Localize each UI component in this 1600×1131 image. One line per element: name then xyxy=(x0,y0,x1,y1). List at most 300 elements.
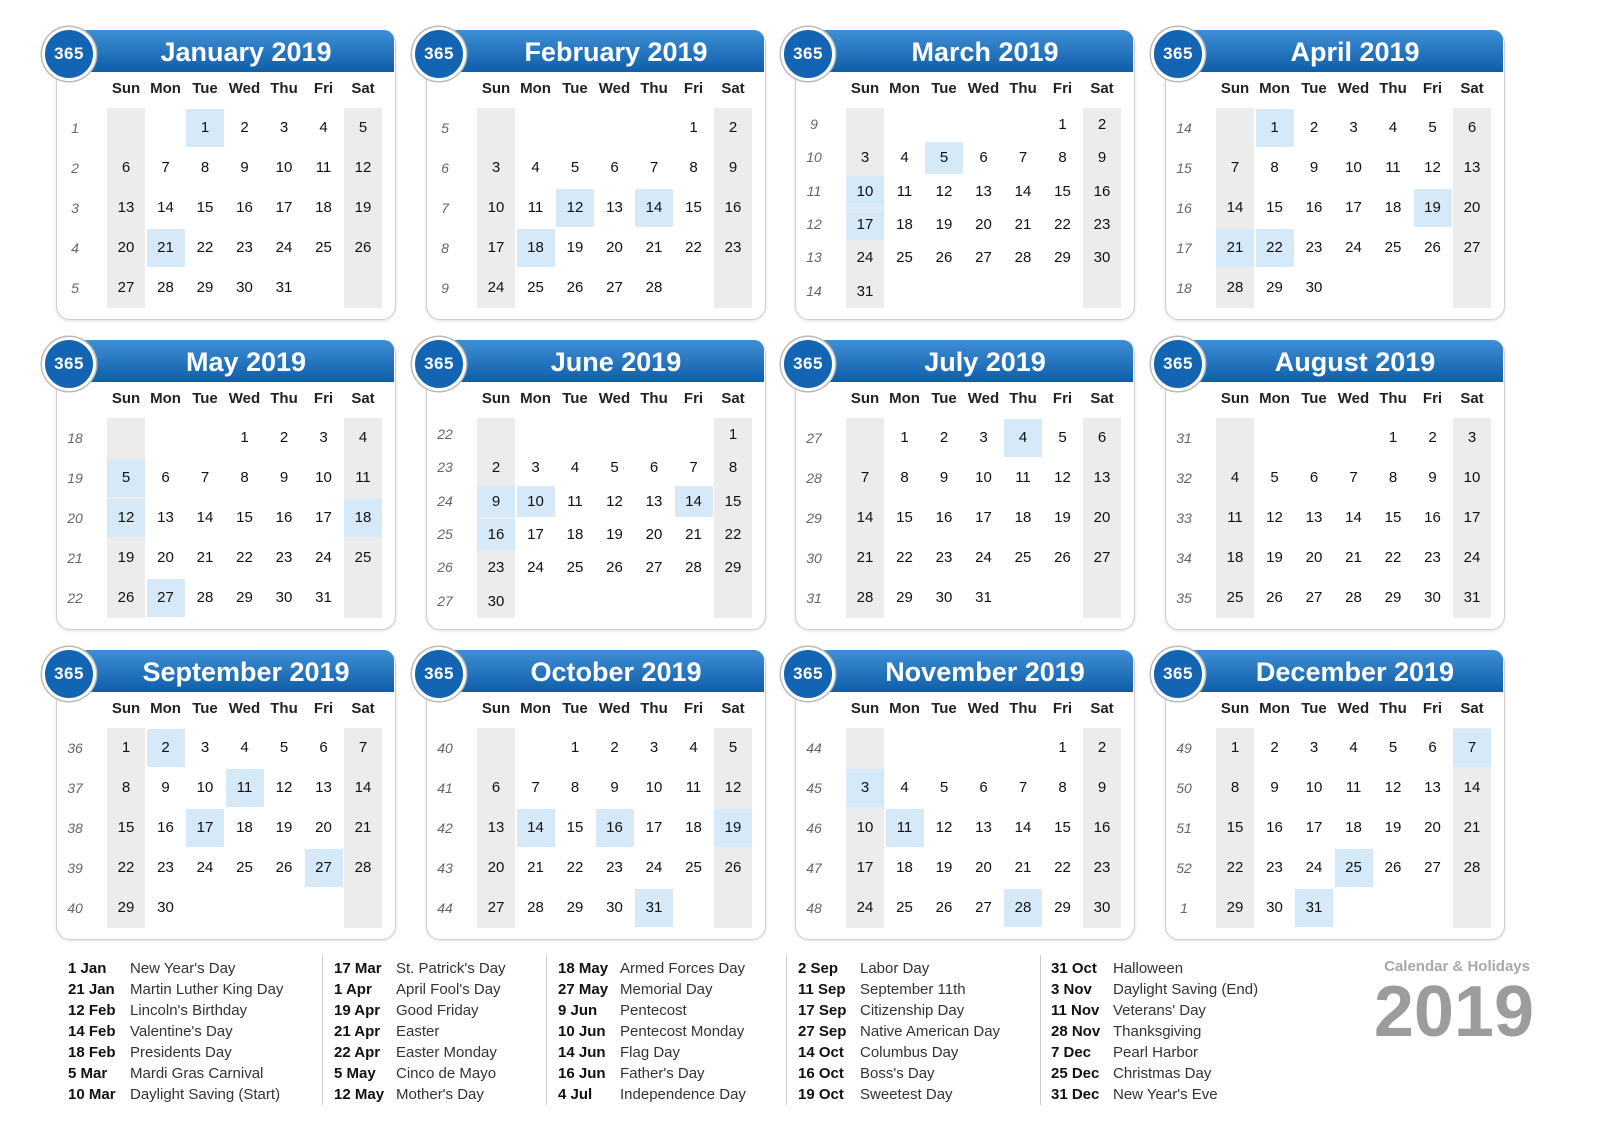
calendar-365-badge: 365 xyxy=(42,27,96,81)
day-cell: 31 xyxy=(975,589,992,606)
day-cell: 25 xyxy=(315,239,332,256)
day-cell: 14 xyxy=(1014,182,1032,200)
day-cell: 5 xyxy=(1058,429,1067,446)
day-cell: 5 xyxy=(279,739,289,756)
day-cell: 23 xyxy=(1093,859,1111,876)
day-cell: 4 xyxy=(240,739,249,756)
calendar-365-badge: 365 xyxy=(781,337,835,391)
day-cell: 4 xyxy=(900,149,909,167)
week-number: 27 xyxy=(806,430,822,446)
weekday-label: Sun xyxy=(850,390,880,407)
holiday-date: 17 Sep xyxy=(798,1002,847,1019)
day-cell: 6 xyxy=(1467,119,1477,136)
week-number: 24 xyxy=(437,492,453,509)
day-cell: 19 xyxy=(606,526,623,543)
day-cell: 4 xyxy=(1388,119,1398,136)
day-cell: 21 xyxy=(196,549,214,566)
month-header xyxy=(48,650,394,692)
day-cell: 20 xyxy=(975,216,992,233)
day-cell: 11 xyxy=(1227,509,1243,526)
week-number: 52 xyxy=(1176,860,1192,876)
weekday-label: Fri xyxy=(1052,700,1073,717)
weekday-label: Sun xyxy=(111,80,141,97)
day-cell: 1 xyxy=(570,739,580,756)
day-cell: 27 xyxy=(1463,239,1481,256)
day-cell: 11 xyxy=(1015,469,1031,486)
day-cell: 29 xyxy=(566,899,584,916)
holiday-name: Halloween xyxy=(1113,960,1184,977)
day-cell: 14 xyxy=(1463,779,1481,796)
day-cell: 26 xyxy=(1424,239,1441,256)
week-number: 26 xyxy=(437,559,453,576)
day-cell: 22 xyxy=(685,239,702,256)
holiday-date: 19 Apr xyxy=(334,1002,381,1019)
day-cell: 20 xyxy=(1463,199,1481,216)
day-cell: 7 xyxy=(1018,149,1028,167)
holiday-name: Father's Day xyxy=(620,1065,705,1082)
day-cell: 6 xyxy=(649,459,659,477)
day-cell: 1 xyxy=(240,429,249,446)
holiday-name: Citizenship Day xyxy=(860,1002,965,1019)
day-cell: 14 xyxy=(196,509,214,526)
day-cell: 24 xyxy=(856,249,874,267)
month-calendar xyxy=(418,340,766,630)
day-cell: 21 xyxy=(1216,229,1254,267)
day-cell: 7 xyxy=(1018,779,1028,796)
day-cell: 8 xyxy=(689,159,698,176)
day-cell: 1 xyxy=(1256,109,1294,147)
weekday-label: Thu xyxy=(1009,390,1037,407)
weekday-label: Thu xyxy=(1379,700,1407,717)
day-cell: 28 xyxy=(685,559,702,577)
day-cell: 9 xyxy=(1428,469,1437,486)
weekday-label: Sat xyxy=(721,80,745,97)
holiday-name: Memorial Day xyxy=(620,981,713,998)
day-cell: 1 xyxy=(900,429,909,446)
day-cell: 15 xyxy=(566,819,584,836)
weekday-label: Mon xyxy=(520,700,551,717)
day-cell: 13 xyxy=(606,199,623,216)
month-header xyxy=(418,30,764,72)
week-number: 40 xyxy=(67,900,83,916)
week-number: 22 xyxy=(67,590,83,606)
day-cell: 14 xyxy=(675,486,713,517)
week-number: 41 xyxy=(437,780,453,796)
day-cell: 9 xyxy=(279,469,289,486)
day-cell: 25 xyxy=(566,559,584,577)
weekday-label: Wed xyxy=(228,390,261,407)
day-cell: 5 xyxy=(610,459,619,477)
day-cell: 2 xyxy=(240,119,249,136)
day-cell: 12 xyxy=(724,779,742,796)
weekday-label: Wed xyxy=(598,700,631,717)
day-cell: 28 xyxy=(196,589,214,606)
weekday-label: Sat xyxy=(1090,80,1114,97)
month-calendar xyxy=(787,340,1135,630)
brand-year: 2019 xyxy=(1373,972,1534,1052)
week-number: 28 xyxy=(806,470,822,486)
day-cell: 13 xyxy=(1305,509,1323,526)
weekday-label: Tue xyxy=(562,700,588,717)
holiday-date: 2 Sep xyxy=(798,960,839,977)
week-number: 50 xyxy=(1176,780,1192,796)
day-cell: 30 xyxy=(275,589,293,606)
day-cell: 1 xyxy=(728,426,738,443)
day-cell: 5 xyxy=(1388,739,1398,756)
week-number: 27 xyxy=(437,592,453,609)
week-number: 42 xyxy=(437,820,453,836)
holiday-name: Christmas Day xyxy=(1113,1065,1212,1082)
day-cell: 7 xyxy=(200,469,210,486)
week-number: 10 xyxy=(806,149,822,166)
holiday-date: 14 Feb xyxy=(68,1023,116,1040)
day-cell: 18 xyxy=(685,819,702,836)
day-cell: 22 xyxy=(1054,216,1071,233)
weekday-label: Tue xyxy=(1301,80,1327,97)
day-cell: 19 xyxy=(1384,819,1402,836)
day-cell: 7 xyxy=(1349,469,1358,486)
day-cell: 24 xyxy=(1305,859,1323,876)
day-cell: 29 xyxy=(1054,899,1071,916)
holiday-name: Presidents Day xyxy=(130,1044,232,1061)
day-cell: 10 xyxy=(275,159,293,176)
weekday-label: Fri xyxy=(1052,390,1073,407)
day-cell: 30 xyxy=(1093,249,1111,267)
day-cell: 15 xyxy=(1054,819,1071,836)
day-cell: 14 xyxy=(517,809,555,847)
day-cell: 29 xyxy=(196,279,214,296)
day-cell: 26 xyxy=(1384,859,1402,876)
week-number: 5 xyxy=(71,280,79,296)
weekday-label: Tue xyxy=(931,390,957,407)
day-cell: 21 xyxy=(856,549,874,566)
day-cell: 10 xyxy=(645,779,663,796)
day-cell: 5 xyxy=(1428,119,1437,136)
month-calendar xyxy=(48,650,396,940)
holiday-name: Mother's Day xyxy=(396,1086,484,1103)
weekday-label: Wed xyxy=(228,700,261,717)
month-calendar xyxy=(418,30,766,320)
weekday-label: Thu xyxy=(1009,700,1037,717)
holiday-date: 31 Oct xyxy=(1051,960,1097,977)
day-cell: 27 xyxy=(305,849,343,887)
day-cell: 26 xyxy=(935,249,953,267)
week-number: 22 xyxy=(437,426,453,442)
weekday-label: Sun xyxy=(481,80,511,97)
holiday-name: Pearl Harbor xyxy=(1113,1044,1199,1061)
month-header xyxy=(1157,340,1503,382)
holiday-name: April Fool's Day xyxy=(396,981,501,998)
day-cell: 11 xyxy=(567,492,583,510)
day-cell: 15 xyxy=(896,509,913,526)
day-cell: 28 xyxy=(645,279,663,296)
day-cell: 7 xyxy=(358,739,368,756)
day-cell: 6 xyxy=(610,159,619,176)
day-cell: 9 xyxy=(939,469,949,486)
day-cell: 18 xyxy=(896,859,913,876)
month-title: January 2019 xyxy=(160,37,332,67)
day-cell: 8 xyxy=(900,469,909,486)
day-cell: 6 xyxy=(979,779,988,796)
day-cell: 27 xyxy=(1424,859,1441,876)
calendar-365-badge: 365 xyxy=(42,337,96,391)
holiday-name: Lincoln's Birthday xyxy=(130,1002,248,1019)
day-cell: 13 xyxy=(645,492,663,510)
week-number: 36 xyxy=(67,740,83,756)
holiday-name: Armed Forces Day xyxy=(620,960,746,977)
week-number: 2 xyxy=(71,160,79,176)
holiday-name: New Year's Eve xyxy=(1113,1086,1218,1103)
day-cell: 1 xyxy=(1230,739,1240,756)
week-number: 5 xyxy=(441,120,449,136)
month-title: December 2019 xyxy=(1255,657,1455,687)
day-cell: 16 xyxy=(1424,509,1441,526)
weekday-label: Thu xyxy=(1379,390,1407,407)
day-cell: 3 xyxy=(491,159,501,176)
holiday-date: 27 May xyxy=(558,981,609,998)
day-cell: 20 xyxy=(315,819,332,836)
week-number: 31 xyxy=(806,590,822,606)
day-cell: 19 xyxy=(714,809,752,847)
week-number: 15 xyxy=(1176,160,1192,176)
day-cell: 16 xyxy=(935,509,953,526)
day-cell: 4 xyxy=(689,739,698,756)
weekday-label: Mon xyxy=(889,390,920,407)
day-cell: 15 xyxy=(724,492,742,510)
month-calendar xyxy=(1157,650,1505,940)
holiday-date: 10 Jun xyxy=(558,1023,606,1040)
day-cell: 25 xyxy=(236,859,253,876)
month-title: February 2019 xyxy=(524,37,708,67)
day-cell: 12 xyxy=(556,189,594,227)
weekday-label: Tue xyxy=(192,700,218,717)
holiday-date: 3 Nov xyxy=(1051,981,1092,998)
day-cell: 3 xyxy=(319,429,328,446)
holiday-date: 4 Jul xyxy=(558,1086,593,1103)
weekday-label: Wed xyxy=(967,80,1000,97)
week-number: 23 xyxy=(437,459,453,476)
month-header xyxy=(787,30,1133,72)
weekday-label: Thu xyxy=(640,80,668,97)
day-cell: 6 xyxy=(1428,739,1437,756)
day-cell: 29 xyxy=(1054,249,1071,267)
week-number: 37 xyxy=(67,780,83,796)
day-cell: 5 xyxy=(570,159,580,176)
day-cell: 30 xyxy=(606,899,623,916)
day-cell: 9 xyxy=(610,779,619,796)
day-cell: 24 xyxy=(856,899,874,916)
day-cell: 6 xyxy=(1309,469,1319,486)
day-cell: 22 xyxy=(117,859,135,876)
week-number: 40 xyxy=(437,740,453,756)
day-cell: 9 xyxy=(1097,779,1107,796)
holiday-name: Valentine's Day xyxy=(130,1023,233,1040)
day-cell: 2 xyxy=(1097,739,1107,756)
day-cell: 12 xyxy=(1384,779,1402,796)
month-title: June 2019 xyxy=(550,347,682,377)
calendar-365-badge: 365 xyxy=(412,27,466,81)
day-cell: 3 xyxy=(846,769,884,807)
month-title: July 2019 xyxy=(924,347,1046,377)
day-cell: 23 xyxy=(606,859,623,876)
day-cell: 22 xyxy=(1384,549,1402,566)
weekday-label: Fri xyxy=(1422,700,1443,717)
weekday-label: Wed xyxy=(967,700,1000,717)
day-cell: 24 xyxy=(487,279,505,296)
day-cell: 25 xyxy=(1335,849,1373,887)
day-cell: 12 xyxy=(1054,469,1071,486)
day-cell: 3 xyxy=(1349,119,1358,136)
day-cell: 12 xyxy=(1424,159,1441,176)
day-cell: 31 xyxy=(1295,889,1333,927)
weekday-label: Sun xyxy=(481,390,511,407)
day-cell: 30 xyxy=(487,592,505,610)
holiday-date: 31 Dec xyxy=(1051,1086,1100,1103)
day-cell: 5 xyxy=(107,459,145,497)
week-number: 38 xyxy=(67,820,83,836)
week-number: 9 xyxy=(441,280,449,296)
holiday-date: 5 Mar xyxy=(68,1065,108,1082)
day-cell: 26 xyxy=(724,859,742,876)
day-cell: 16 xyxy=(1093,819,1111,836)
day-cell: 26 xyxy=(1266,589,1283,606)
day-cell: 28 xyxy=(527,899,544,916)
day-cell: 16 xyxy=(596,809,634,847)
week-number: 44 xyxy=(806,740,822,756)
day-cell: 27 xyxy=(975,249,992,267)
holiday-date: 14 Jun xyxy=(558,1044,606,1061)
holiday-name: Sweetest Day xyxy=(860,1086,953,1103)
day-cell: 14 xyxy=(856,509,874,526)
week-number: 14 xyxy=(806,282,822,299)
weekday-label: Sat xyxy=(1090,700,1114,717)
day-cell: 19 xyxy=(354,199,372,216)
weekday-label: Fri xyxy=(1422,390,1443,407)
day-cell: 21 xyxy=(685,526,702,543)
weekday-label: Mon xyxy=(1259,390,1290,407)
weekday-label: Fri xyxy=(683,700,704,717)
day-cell: 23 xyxy=(1266,859,1283,876)
day-cell: 26 xyxy=(606,559,623,577)
week-number: 6 xyxy=(441,160,449,176)
day-cell: 5 xyxy=(939,779,949,796)
month-header xyxy=(1157,30,1503,72)
day-cell: 17 xyxy=(186,809,224,847)
day-cell: 31 xyxy=(315,589,332,606)
day-cell: 15 xyxy=(685,199,702,216)
day-cell: 15 xyxy=(1054,182,1071,200)
weekday-label: Wed xyxy=(598,80,631,97)
day-cell: 12 xyxy=(275,779,293,796)
weekday-label: Sat xyxy=(1460,80,1484,97)
day-cell: 20 xyxy=(645,526,663,543)
weekday-label: Sun xyxy=(1220,390,1250,407)
day-cell: 13 xyxy=(157,509,174,526)
day-cell: 17 xyxy=(1305,819,1323,836)
day-cell: 14 xyxy=(1014,819,1032,836)
month-title: May 2019 xyxy=(185,347,307,377)
day-cell: 12 xyxy=(1266,509,1283,526)
week-number: 31 xyxy=(1176,430,1192,446)
day-cell: 7 xyxy=(689,459,698,477)
day-cell: 6 xyxy=(1097,429,1107,446)
day-cell: 15 xyxy=(117,819,135,836)
day-cell: 27 xyxy=(606,279,623,296)
day-cell: 8 xyxy=(570,779,580,796)
day-cell: 16 xyxy=(1266,819,1283,836)
day-cell: 23 xyxy=(236,239,253,256)
day-cell: 24 xyxy=(315,549,332,566)
day-cell: 6 xyxy=(491,779,501,796)
day-cell: 18 xyxy=(566,526,584,543)
holiday-name: September 11th xyxy=(860,981,966,998)
day-cell: 9 xyxy=(1309,159,1319,176)
day-cell: 24 xyxy=(196,859,214,876)
day-cell: 30 xyxy=(1305,279,1323,296)
day-cell: 28 xyxy=(1004,889,1042,927)
holiday-date: 18 May xyxy=(558,960,609,977)
holiday-name: Pentecost xyxy=(620,1002,687,1019)
day-cell: 2 xyxy=(1309,119,1319,136)
day-cell: 3 xyxy=(200,739,210,756)
day-cell: 13 xyxy=(315,779,332,796)
holiday-date: 9 Jun xyxy=(558,1002,598,1019)
day-cell: 20 xyxy=(606,239,623,256)
day-cell: 16 xyxy=(477,519,515,550)
day-cell: 14 xyxy=(1226,199,1244,216)
day-cell: 13 xyxy=(1463,159,1481,176)
day-cell: 27 xyxy=(645,559,663,577)
day-cell: 2 xyxy=(939,429,949,446)
week-number: 47 xyxy=(806,860,822,876)
weekday-label: Thu xyxy=(270,700,298,717)
day-cell: 1 xyxy=(1388,429,1398,446)
month-header xyxy=(1157,650,1503,692)
day-cell: 3 xyxy=(279,119,289,136)
day-cell: 13 xyxy=(975,819,992,836)
day-cell: 2 xyxy=(1097,116,1107,133)
holiday-date: 19 Oct xyxy=(798,1086,844,1103)
day-cell: 25 xyxy=(685,859,702,876)
month-header xyxy=(418,650,764,692)
day-cell: 27 xyxy=(1093,549,1111,566)
day-cell: 23 xyxy=(275,549,293,566)
month-calendar xyxy=(1157,30,1505,320)
day-cell: 4 xyxy=(570,459,580,477)
day-cell: 20 xyxy=(1424,819,1441,836)
week-number: 51 xyxy=(1176,820,1192,836)
month-calendar xyxy=(418,650,766,940)
holiday-date: 16 Oct xyxy=(798,1065,844,1082)
holiday-date: 11 Sep xyxy=(798,981,846,998)
day-cell: 10 xyxy=(487,199,505,216)
weekday-label: Tue xyxy=(192,80,218,97)
day-cell: 19 xyxy=(1414,189,1452,227)
day-cell: 25 xyxy=(896,249,913,267)
day-cell: 26 xyxy=(354,239,372,256)
day-cell: 3 xyxy=(1309,739,1319,756)
day-cell: 29 xyxy=(1266,279,1283,296)
day-cell: 15 xyxy=(1384,509,1402,526)
day-cell: 11 xyxy=(1345,779,1362,796)
week-number: 19 xyxy=(67,470,83,486)
weekday-label: Mon xyxy=(150,700,181,717)
day-cell: 5 xyxy=(358,119,368,136)
weekday-label: Sat xyxy=(1090,390,1114,407)
week-number: 25 xyxy=(437,526,453,542)
week-number: 46 xyxy=(806,820,822,836)
day-cell: 22 xyxy=(896,549,913,566)
